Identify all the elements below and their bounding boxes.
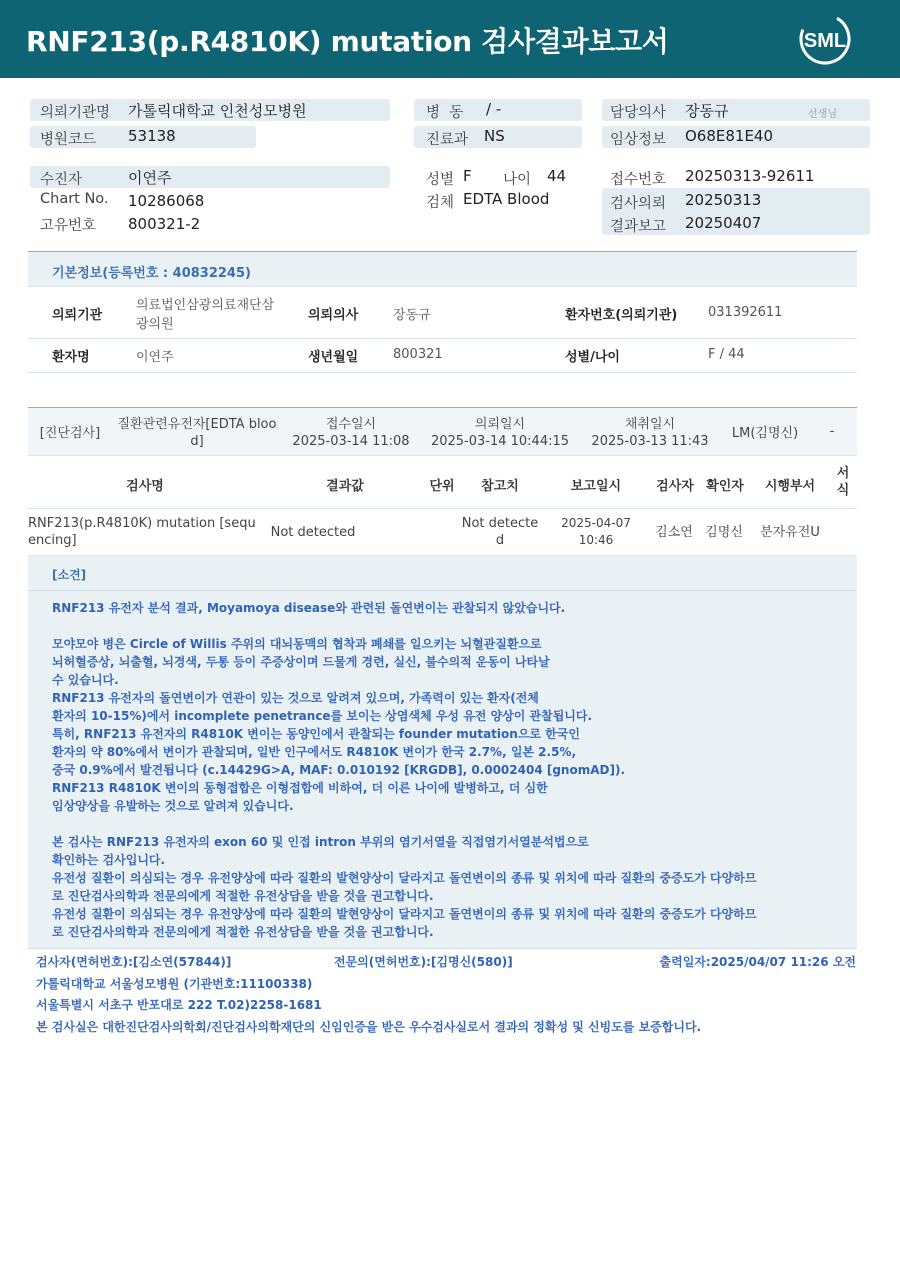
col-header-dept: 시행부서: [764, 479, 816, 494]
request-value: 20250313: [685, 191, 762, 209]
footer-org: 가톨릭대학교 서울성모병원 (기관번호:11100338): [36, 977, 313, 991]
result-reference-line2: d: [495, 533, 505, 548]
findings-background-text: 모야모야 병은 Circle of Willis 주위의 대뇌동맥의 협착과 폐쇄를 일으키는 뇌혈관질환으로 뇌허혈증상, 뇌출혈, 뇌경색, 두통 등이 주증상이며 드물게 경련, 실신, 불수의적 운동이 나타날 수 있습니다. RNF213 유전자의 돌연변이가 연관이 있는 것으로 알려져 있으며, 가족력이 있는 환자(전체 환자의 10-15%)에서 incomplete penetrance를 보이는 상염색체 우성 유전 양상이 관찰됩니다. 특히, RNF213 유전자의 R4810K 변이는 동양인에서 관찰되는 founder mutation으로 한국인 환자의 약 80%에서 변이가 관찰되며, 일반 인구에서도 R4810K 변이가 한국 2.7%, 일본 2.5%, 중국 0.9%에서 발견됩니다 (c.14429G>A, MAF: 0.010192 [KRGDB], 0.0002404 [gnomAD]). RNF213 R4810K 변이의 동형접합은 이형접합에 비하여, 더 이른 나이에 발병하고, 더 심한 임상양상을 유발하는 것으로 알려져 있습니다.: [52, 637, 626, 813]
sex-age-value: F / 44: [708, 347, 745, 362]
basic-info-title: 기본정보(등록번호 : 40832245): [52, 266, 251, 281]
col-header-test-name: 검사명: [126, 479, 164, 494]
hospital-code-label: 병원코드: [40, 132, 97, 148]
report-value: 20250407: [685, 214, 762, 232]
result-test-name-line1: RNF213(p.R4810K) mutation [sequ: [28, 516, 256, 531]
doctor-label: 담당의사: [610, 105, 667, 121]
doctor-value: 장동규: [685, 102, 729, 120]
test-request-label: 의뢰일시: [474, 417, 526, 432]
basic-info-divider: [28, 286, 857, 287]
patient-name-label: 환자명: [52, 350, 90, 365]
examinee-pill: [30, 166, 390, 188]
examinee-value: 이연주: [128, 169, 172, 187]
findings-divider: [28, 590, 857, 591]
test-specimen-line2: d]: [190, 434, 204, 449]
footer-tester: 검사자(면허번호):[김소연(57844)]: [36, 955, 232, 969]
findings-summary: RNF213 유전자 분석 결과, Moyamoya disease와 관련된 돌연변이는 관찰되지 않았습니다.: [52, 601, 566, 615]
ref-doctor-value: 장동규: [393, 308, 431, 323]
ward-label: 병 동: [426, 105, 464, 121]
footer-cert: 본 검사실은 대한진단검사의학회/진단검사의학재단의 신임인증을 받은 우수검사실로서 결과의 정확성 및 신빙도를 보증합니다.: [36, 1020, 702, 1034]
unique-label: 고유번호: [40, 218, 97, 234]
col-header-result: 결과값: [326, 479, 364, 494]
patient-id-label: 환자번호(의뢰기관): [565, 308, 678, 323]
logo-text: SML: [803, 30, 847, 52]
result-reference-line1: Not detecte: [461, 516, 539, 531]
org-label: 의뢰기관: [52, 308, 103, 323]
test-collect-label: 채취일시: [624, 417, 676, 432]
footer-printed: 출력일자:2025/04/07 11:26 오전: [659, 955, 856, 969]
doctor-suffix: 선생님: [808, 109, 837, 120]
age-value: 44: [547, 167, 567, 185]
receipt-label: 접수번호: [610, 172, 667, 188]
col-header-unit: 단위: [429, 479, 455, 494]
test-dash: -: [829, 424, 835, 439]
hospital-code-value: 53138: [128, 127, 176, 145]
sex-value: F: [463, 167, 472, 185]
result-date-line1: 2025-04-07: [561, 516, 631, 530]
age-label: 나이: [503, 172, 532, 188]
dob-value: 800321: [393, 347, 443, 362]
col-header-tester: 검사자: [656, 479, 694, 494]
sex-age-label: 성별/나이: [565, 350, 620, 365]
result-confirmer: 김명신: [705, 525, 743, 540]
findings-bottom-rule: [28, 948, 857, 949]
report-label: 결과보고: [610, 219, 667, 235]
footer-address: 서울특별시 서초구 반포대로 222 T.02)2258-1681: [36, 998, 322, 1012]
test-collect-value: 2025-03-13 11:43: [591, 434, 709, 449]
result-test-name-line2: encing]: [28, 533, 77, 548]
specimen-value: EDTA Blood: [463, 190, 550, 208]
clinical-value: O68E81E40: [685, 127, 774, 145]
receipt-value: 20250313-92611: [685, 167, 815, 185]
result-tester: 김소연: [655, 525, 693, 540]
sml-logo: [796, 12, 854, 66]
result-date-line2: 10:46: [578, 533, 614, 547]
ward-value: / -: [486, 100, 502, 118]
col-header-form: 서식: [836, 466, 850, 498]
institution-label: 의뢰기관명: [40, 105, 111, 121]
org-value-line1: 의료법인삼광의료재단삼: [136, 298, 275, 313]
specimen-label: 검체: [426, 195, 455, 211]
dept-value: NS: [484, 127, 505, 145]
result-dept: 분자유전U: [760, 525, 820, 540]
patient-id-value: 031392611: [708, 305, 783, 320]
institution-value: 가톨릭대학교 인천성모병원: [128, 102, 307, 120]
col-header-confirmer: 확인자: [706, 479, 744, 494]
clinical-label: 임상정보: [610, 132, 667, 148]
col-header-report-date: 보고일시: [570, 479, 622, 494]
col-header-reference: 참고치: [481, 479, 519, 494]
findings-title: [소견]: [52, 568, 87, 582]
report-title: RNF213(p.R4810K) mutation 검사결과보고서: [26, 25, 669, 58]
basic-info-divider: [28, 372, 857, 373]
examinee-label: 수진자: [40, 172, 83, 188]
result-value: Not detected: [270, 525, 356, 540]
ref-doctor-label: 의뢰의사: [308, 308, 359, 323]
test-specimen-line1: 질환관련유전자[EDTA bloo: [117, 417, 277, 432]
test-request-value: 2025-03-14 10:44:15: [430, 434, 570, 449]
findings-method-text: 본 검사는 RNF213 유전자의 exon 60 및 인접 intron 부위의 염기서열을 직접염기서열분석법으로 확인하는 검사입니다. 유전성 질환이 의심되는 경우 유전양상에 따라 질환의 발현양상이 달라지고 돌연변이의 종류 및 위치에 따라 질환의 중증도가 다양하므 로 진단검사의학과 전문의에게 적절한 유전상담을 받을 것을 권고합니다. 유전성 질환이 의심되는 경우 유전양상에 따라 질환의 발현양상이 달라지고 돌연변이의 종류 및 위치에 따라 질환의 중증도가 다양하므 로 진단검사의학과 전문의에게 적절한 유전상담을 받을 것을 권고합니다.: [52, 835, 757, 939]
report-header: [0, 0, 900, 78]
org-value-line2: 광의원: [136, 317, 174, 332]
test-divider: [28, 455, 857, 456]
sex-label: 성별: [426, 172, 455, 188]
test-receipt-label: 접수일시: [325, 417, 377, 432]
request-label: 검사의뢰: [610, 196, 667, 212]
test-divider: [28, 508, 857, 509]
test-category: [진단검사]: [39, 426, 101, 441]
chart-label: Chart No.: [40, 191, 109, 207]
dept-label: 진료과: [426, 132, 469, 148]
dob-label: 생년월일: [308, 350, 359, 365]
basic-info-divider: [28, 338, 857, 339]
test-receipt-value: 2025-03-14 11:08: [292, 434, 410, 449]
test-lm: LM(김명신): [731, 426, 799, 441]
unique-value: 800321-2: [128, 215, 201, 233]
patient-name-value: 이연주: [136, 350, 174, 365]
footer-specialist: 전문의(면허번호):[김명신(580)]: [334, 955, 513, 969]
chart-value: 10286068: [128, 192, 205, 210]
